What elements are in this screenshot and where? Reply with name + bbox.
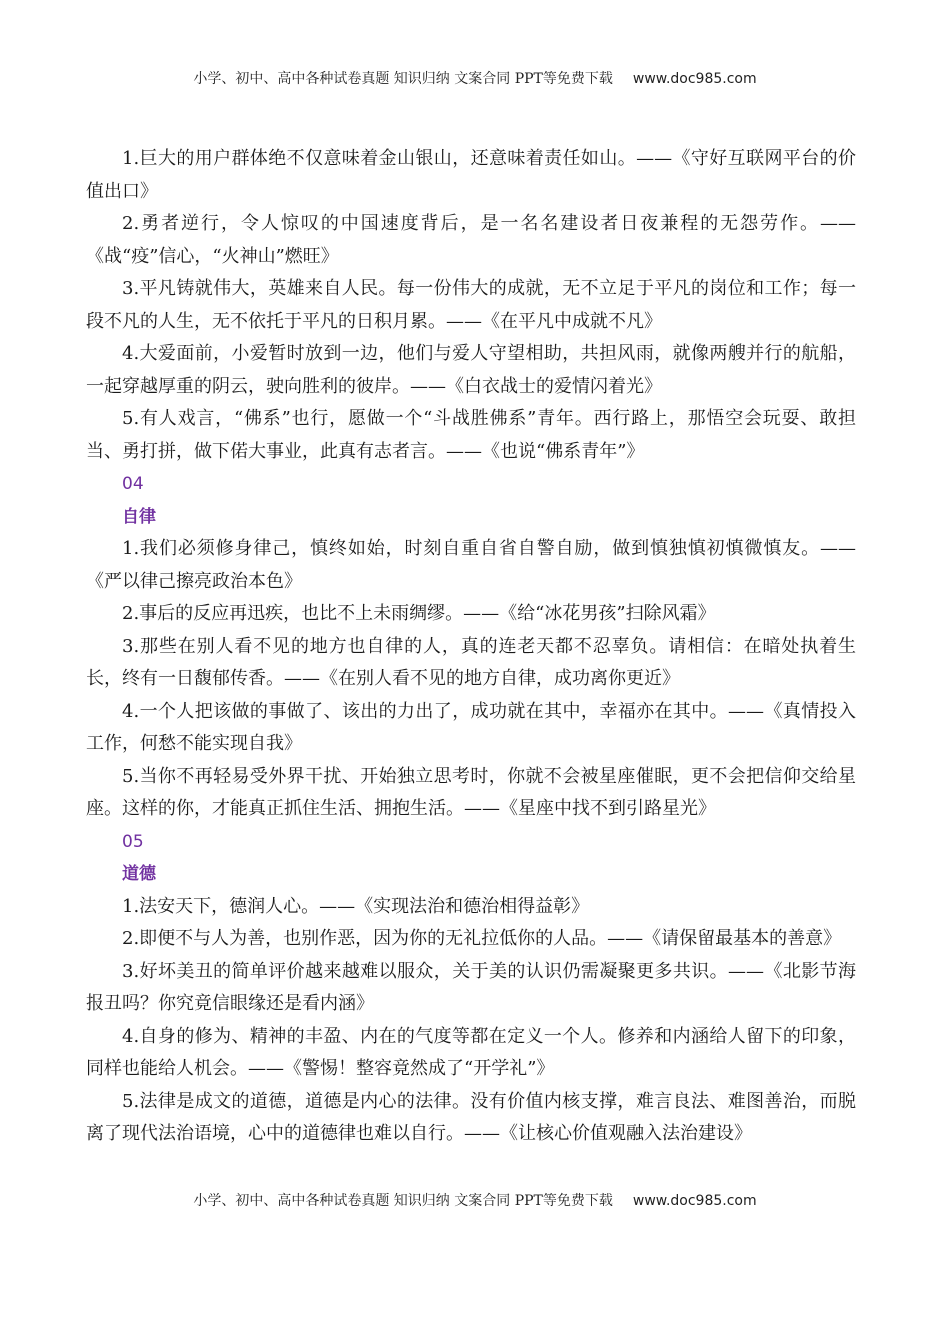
quote-paragraph: 1.巨大的用户群体绝不仅意味着金山银山，还意味着责任如山。——《守好互联网平台的价值出口》 [86, 148, 856, 202]
quote-paragraph: 5.有人戏言，“佛系”也行，愿做一个“斗战胜佛系”青年。西行路上，那悟空会玩耍、敢担当、勇打拼，做下偌大事业，此真有志者言。——《也说“佛系青年”》 [86, 408, 856, 462]
section-title: 自律 [122, 506, 156, 527]
section-number: 04 [122, 474, 144, 494]
quote-paragraph: 5.法律是成文的道德，道德是内心的法律。没有价值内核支撑，难言良法、难图善治，而脱离了现代法治语境，心中的道德律也难以自行。——《让核心价值观融入法治建设》 [86, 1090, 856, 1144]
quote-paragraph: 5.当你不再轻易受外界干扰、开始独立思考时，你就不会被星座催眠，更不会把信仰交给星座。这样的你，才能真正抓住生活、拥抱生活。——《星座中找不到引路星光》 [86, 765, 856, 819]
document-body [86, 143, 856, 1151]
quote-paragraph: 2.事后的反应再迅疾，也比不上未雨绸缪。——《给“冰花男孩”扫除风霜》 [122, 603, 716, 624]
quote-paragraph: 3.那些在别人看不见的地方也自律的人，真的连老天都不忍辜负。请相信：在暗处执着生长，终有一日馥郁传香。——《在别人看不见的地方自律，成功离你更近》 [86, 635, 856, 689]
footer-text: 小学、初中、高中各种试卷真题 知识归纳 文案合同 PPT等免费下载 [193, 1193, 613, 1209]
quote-paragraph: 4.大爱面前，小爱暂时放到一边，他们与爱人守望相助，共担风雨，就像两艘并行的航船，一起穿越厚重的阴云，驶向胜利的彼岸。——《白衣战士的爱情闪着光》 [86, 343, 856, 397]
quote-paragraph: 4.一个人把该做的事做了、该出的力出了，成功就在其中，幸福亦在其中。——《真情投入工作，何愁不能实现自我》 [86, 700, 856, 754]
quote-paragraph: 4.自身的修为、精神的丰盈、内在的气度等都在定义一个人。修养和内涵给人留下的印象，同样也能给人机会。——《警惕！整容竟然成了“开学礼”》 [86, 1025, 856, 1079]
quote-paragraph: 1.我们必须修身律己，慎终如始，时刻自重自省自警自励，做到慎独慎初慎微慎友。——《严以律己擦亮政治本色》 [86, 538, 856, 592]
quote-paragraph: 3.好坏美丑的简单评价越来越难以服众，关于美的认识仍需凝聚更多共识。——《北影节海报丑吗？你究竟信眼缘还是看内涵》 [86, 960, 856, 1014]
quote-paragraph: 3.平凡铸就伟大，英雄来自人民。每一份伟大的成就，无不立足于平凡的岗位和工作；每一段不凡的人生，无不依托于平凡的日积月累。——《在平凡中成就不凡》 [86, 278, 856, 332]
quote-paragraph: 1.法安天下，德润人心。——《实现法治和德治相得益彰》 [122, 895, 590, 917]
quote-paragraph: 2.即便不与人为善，也别作恶，因为你的无礼拉低你的人品。——《请保留最基本的善意》 [122, 928, 842, 949]
header-text: 小学、初中、高中各种试卷真题 知识归纳 文案合同 PPT等免费下载 [193, 71, 613, 87]
section-number: 05 [122, 831, 144, 852]
page-footer [0, 1190, 950, 1210]
header-site-link[interactable]: www.doc985.com [632, 71, 757, 87]
section-title: 道德 [122, 864, 156, 884]
page-header [0, 68, 950, 88]
footer-site-link[interactable]: www.doc985.com [632, 1193, 757, 1209]
quote-paragraph: 2.勇者逆行，令人惊叹的中国速度背后，是一名名建设者日夜兼程的无怨劳作。——《战“疫”信心，“火神山”燃旺》 [86, 213, 856, 267]
